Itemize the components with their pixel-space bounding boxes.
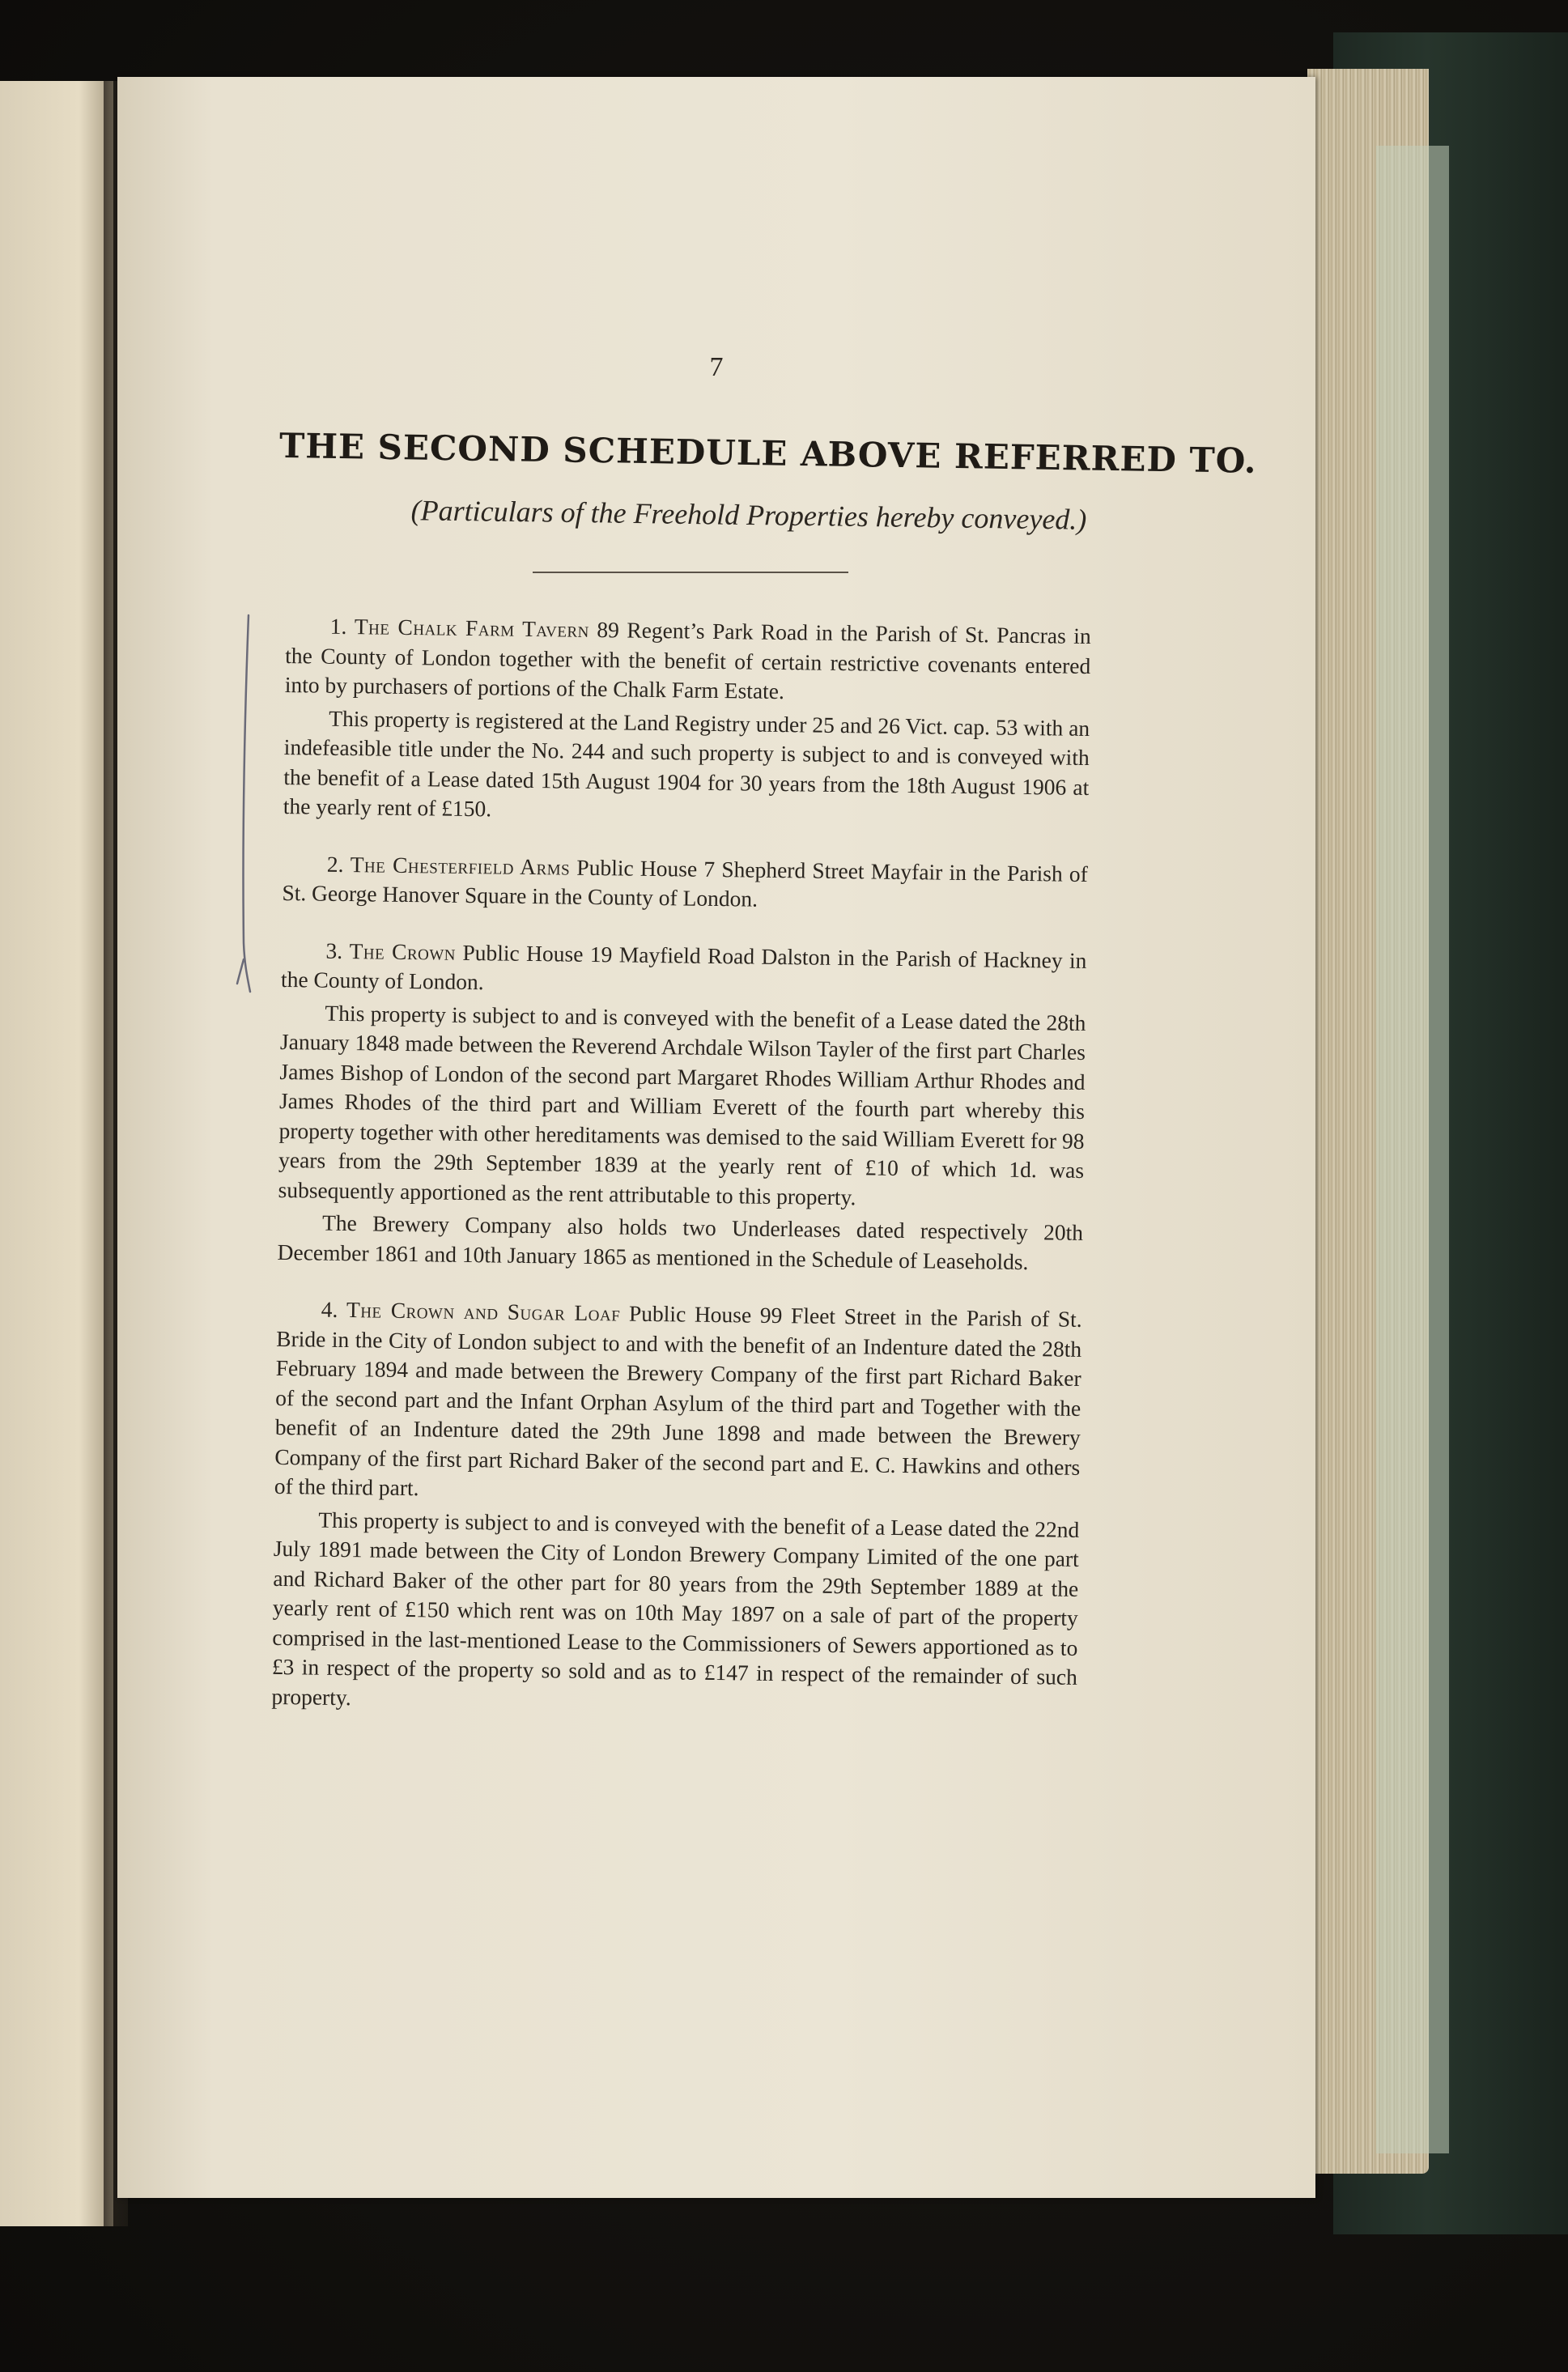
schedule-body: [271, 611, 1091, 1722]
item-4: 4. The Crown and Sugar Loaf Public House 99 Fleet Street in the Parish of St. Bride in the City of London subject to and with the benefit of an Indenture dated the 28th February 1894 and made between the Brewery Company of the first part Richard Baker of the second part and the Infant Orphan Asylum of the third part and Together with the benefit of an Indenture dated the 29th June 1898 and made between the Brewery Company of the first part Richard Baker of the second part and E. C. Hawkins and others of the third part.: [274, 1296, 1082, 1501]
item-4-paragraph: This property is subject to and is conveyed with the benefit of a Lease dated the 22nd July 1891 made between the City of London Brewery Company Limited of the one part and Richard Baker of the other part for 80 years from the 29th September 1889 at the yearly rent of £150 which rent was on 10th May 1897 on a sale of part of the property comprised in the last-mentioned Lease to the Commissioners of Sewers apportioned as to £3 in respect of the property so sold and as to £147 in respect of the remainder of such property.: [271, 1507, 1080, 1710]
pencil-margin-mark: [231, 603, 263, 1008]
item-1: 1. The Chalk Farm Tavern 89 Regent’s Park Road in the Parish of St. Pancras in the County of London together with the benefit of certain restrictive covenants entered into by purchasers of portions of the Chalk Farm Estate.: [284, 613, 1091, 704]
item-3: 3. The Crown Public House 19 Mayfield Road Dalston in the Parish of Hackney in the County of London.: [280, 937, 1087, 995]
left-page: [0, 81, 113, 2226]
item-2: 2. The Chesterfield Arms Public House 7 Shepherd Street Mayfair in the Parish of St. George Hanover Square in the County of London.: [282, 851, 1089, 912]
heading-rule: [533, 572, 848, 573]
item-3-paragraph: This property is subject to and is conveyed with the benefit of a Lease dated the 28th January 1848 made between the Reverend Archdale Wilson Tayler of the first part Charles James Bishop of London of the second part Margaret Rhodes William Arthur Rhodes and James Rhodes of the third part and William Everett of the fourth part whereby this property together with other hereditaments was demised to the said William Everett for 98 years from the 29th September 1839 at the yearly rent of £10 of which 1d. was subsequently apportioned as the rent attributable to this property.: [278, 1000, 1086, 1209]
schedule-subheading: (Particulars of the Freehold Properties hereby conveyed.): [410, 494, 1087, 536]
document-page: [117, 77, 1315, 2198]
item-1-paragraph: This property is registered at the Land Registry under 25 and 26 Vict. cap. 53 with an indefeasible title under the No. 244 and such property is subject to and is conveyed with the benefit of a Lease dated 15th August 1904 for 30 years from the 18th August 1906 at the yearly rent of £150.: [283, 705, 1090, 822]
page-number: 7: [709, 352, 724, 382]
item-3-paragraph: The Brewery Company also holds two Underleases dated respectively 20th December 1861 and 10th January 1865 as mentioned in the Schedule of Leaseholds.: [277, 1209, 1084, 1274]
schedule-heading: THE SECOND SCHEDULE ABOVE REFERRED TO.: [278, 425, 1257, 481]
page-edge-tint: [1376, 146, 1449, 2153]
